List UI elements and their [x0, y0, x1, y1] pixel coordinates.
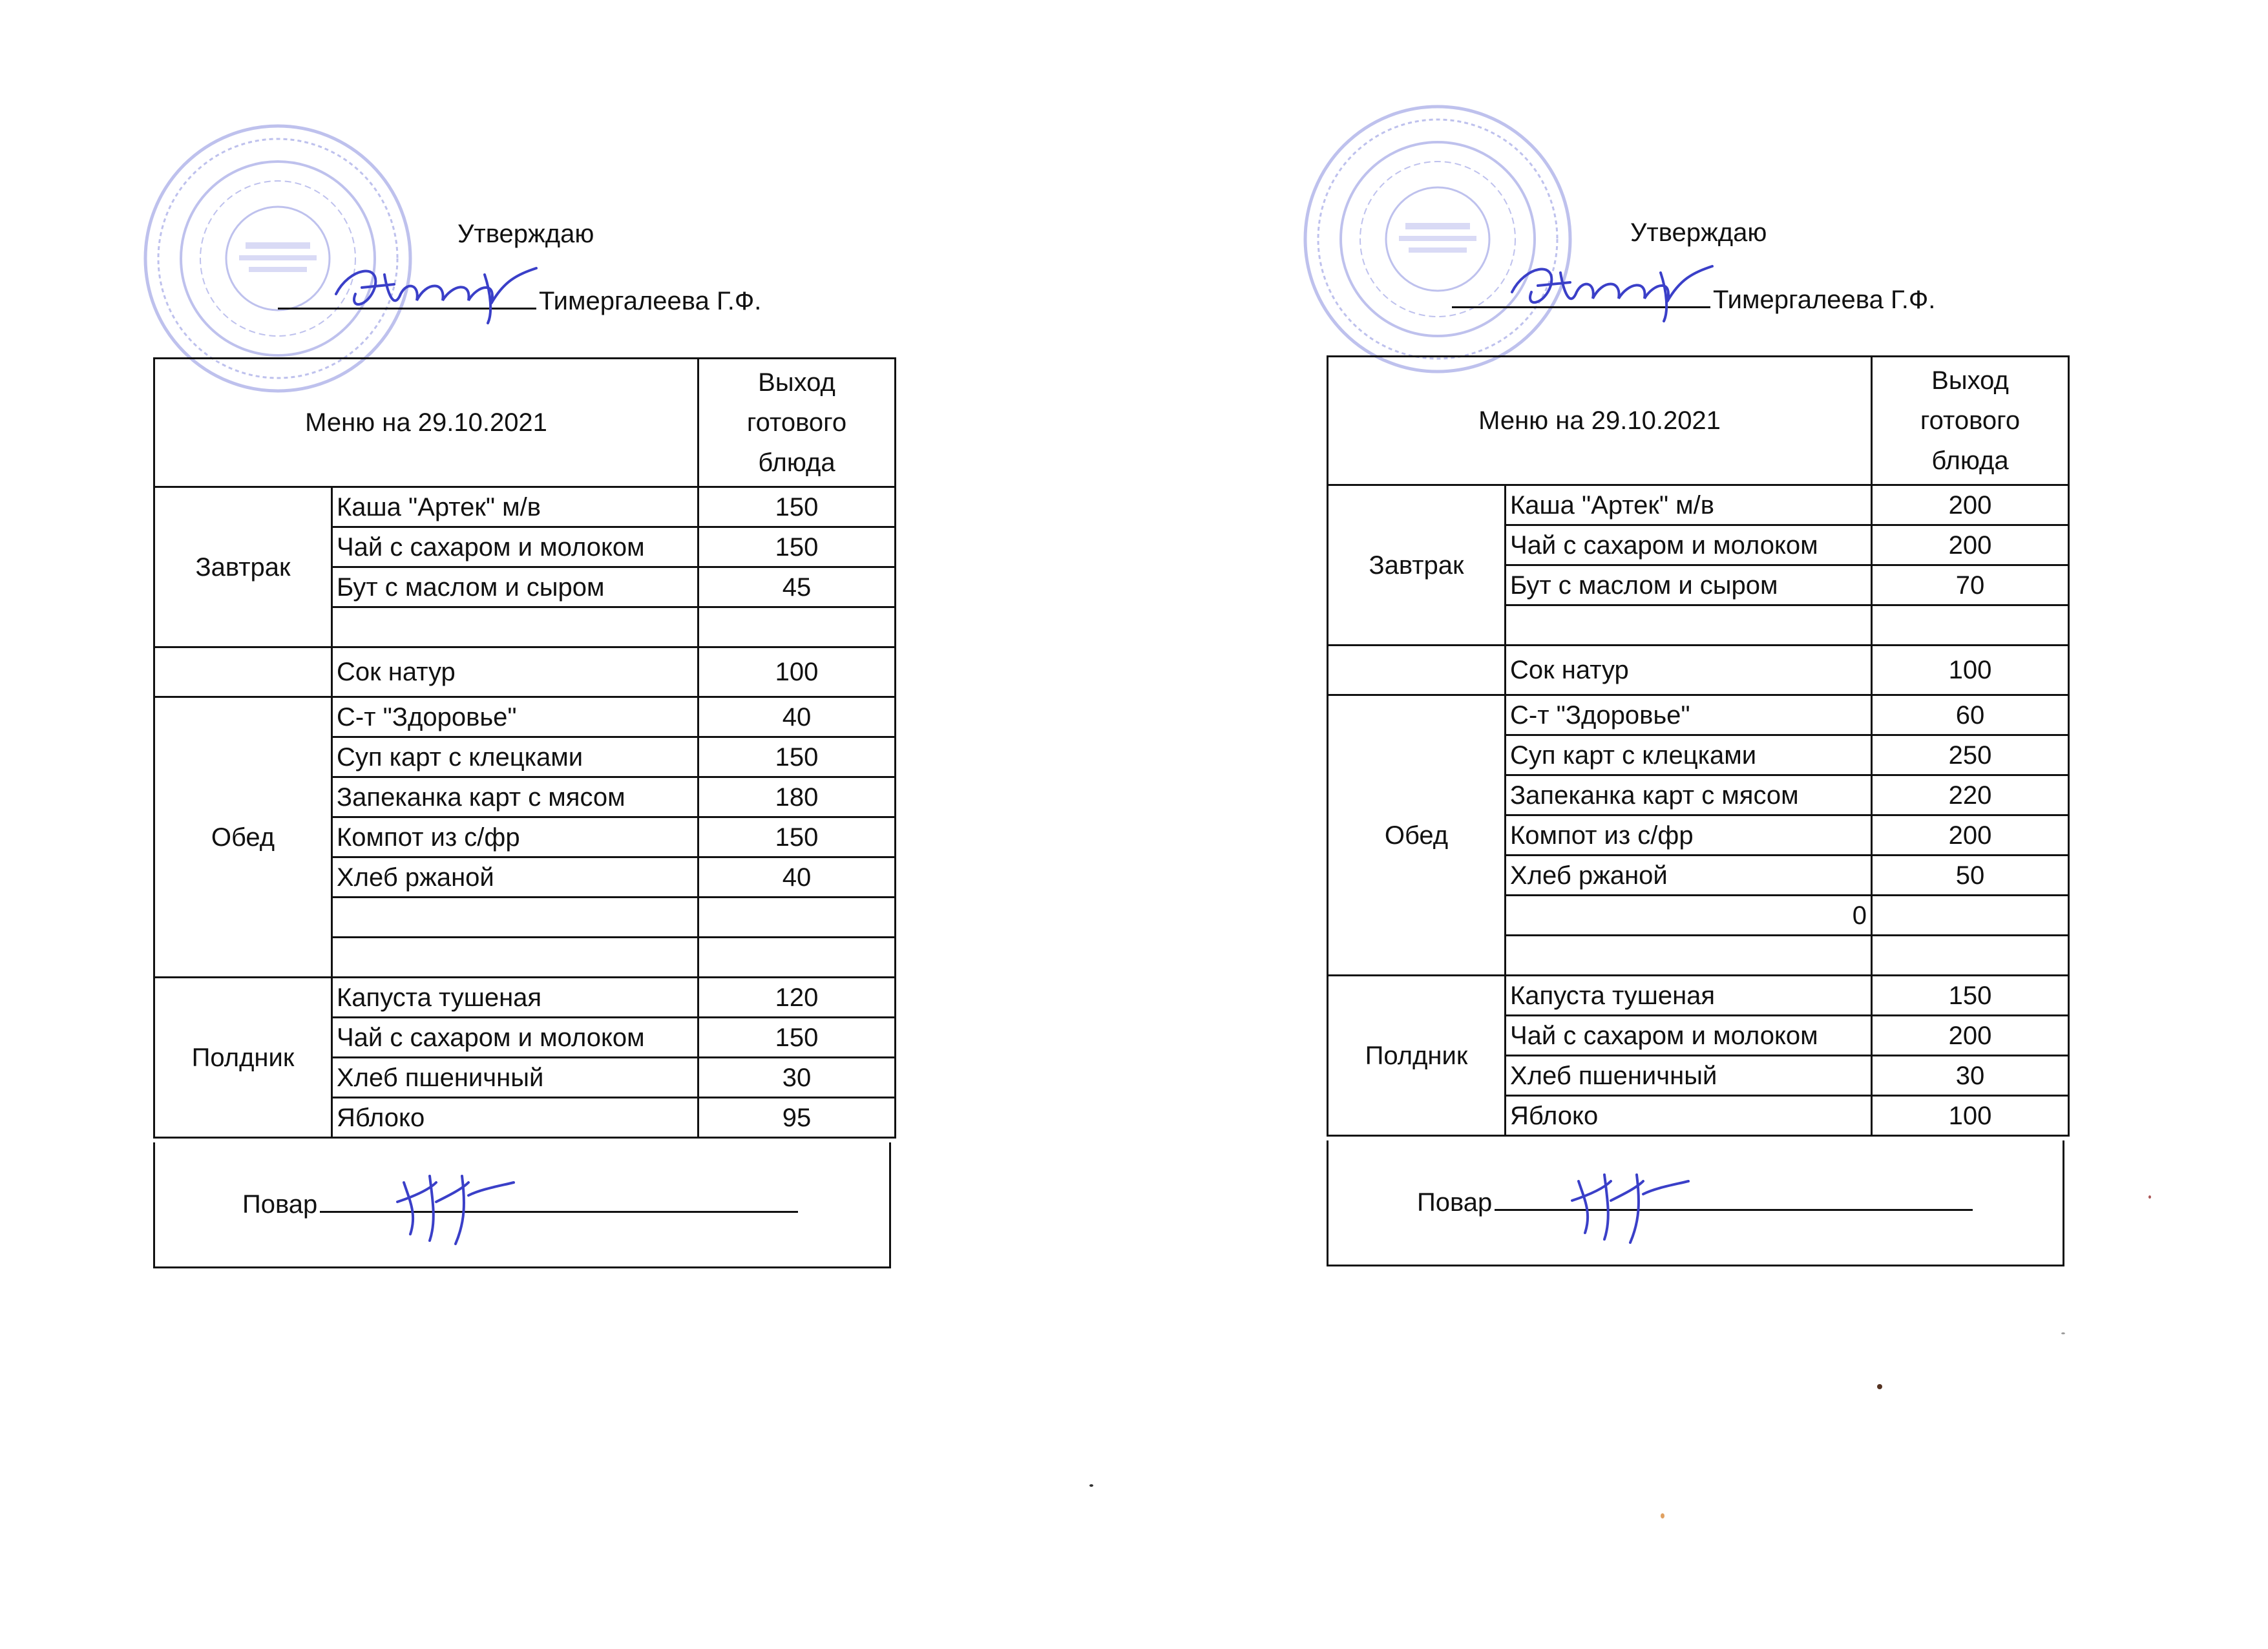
dish-cell: 0: [1506, 896, 1872, 936]
approver-name: Тимергалеева Г.Ф.: [539, 287, 762, 315]
cook-label: Повар: [1417, 1188, 1493, 1217]
output-cell: 150: [698, 737, 896, 777]
dish-cell: Капуста тушеная: [1506, 976, 1872, 1016]
approver-name: Тимергалеева Г.Ф.: [1713, 286, 1936, 314]
output-cell: 45: [698, 567, 896, 607]
output-header-line3: блюда: [758, 448, 835, 477]
output-cell: [698, 898, 896, 938]
dish-cell: Бут с маслом и сыром: [332, 567, 698, 607]
output-cell: 180: [698, 777, 896, 817]
scan-speck: [1089, 1484, 1093, 1487]
dish-cell: С-т "Здоровье": [332, 697, 698, 737]
dish-cell: Хлеб ржаной: [332, 857, 698, 898]
output-header-line3: блюда: [1931, 446, 2009, 475]
output-cell: 200: [1872, 525, 2069, 565]
output-cell: 70: [1872, 565, 2069, 605]
scan-speck: [2148, 1195, 2151, 1199]
output-header-line2: готового: [1920, 406, 2021, 435]
scan-speck: [1877, 1384, 1882, 1389]
dish-cell: Сок натур: [1506, 646, 1872, 695]
meal-snack: Полдник: [154, 978, 332, 1138]
output-cell: 250: [1872, 735, 2069, 775]
output-cell: 60: [1872, 695, 2069, 735]
cook-signature: [391, 1163, 520, 1247]
director-signature: [323, 255, 569, 326]
dish-cell: Хлеб пшеничный: [1506, 1056, 1872, 1096]
output-cell: 120: [698, 978, 896, 1018]
dish-cell: Чай с сахаром и молоком: [1506, 1016, 1872, 1056]
output-cell: [1872, 896, 2069, 936]
output-cell: 200: [1872, 815, 2069, 856]
output-cell: 100: [698, 647, 896, 697]
dish-cell: Запеканка карт с мясом: [332, 777, 698, 817]
output-cell: 30: [1872, 1056, 2069, 1096]
dish-cell: Чай с сахаром и молоком: [332, 527, 698, 567]
output-header: [698, 359, 896, 487]
table-row: [1328, 485, 2069, 525]
output-cell: 220: [1872, 775, 2069, 815]
output-cell: 200: [1872, 1016, 2069, 1056]
table-row: [154, 487, 896, 527]
meal-cell-empty: [154, 647, 332, 697]
approve-title: Утверждаю: [1630, 218, 1767, 247]
meal-breakfast: Завтрак: [154, 487, 332, 647]
table-row: [154, 697, 896, 737]
menu-table: [1327, 355, 2070, 1137]
approve-title: Утверждаю: [457, 220, 594, 248]
dish-cell: Хлеб ржаной: [1506, 856, 1872, 896]
scan-speck: [2061, 1332, 2065, 1334]
dish-cell: [1506, 605, 1872, 646]
dish-cell: Сок натур: [332, 647, 698, 697]
dish-cell: Чай с сахаром и молоком: [332, 1018, 698, 1058]
meal-lunch: Обед: [1328, 695, 1506, 976]
output-header-line2: готового: [746, 408, 847, 437]
table-row: [1328, 646, 2069, 695]
menu-date-header: Меню на 29.10.2021: [1328, 357, 1872, 485]
dish-cell: [332, 898, 698, 938]
menu-table: [153, 357, 896, 1139]
menu-date-header: Меню на 29.10.2021: [154, 359, 698, 487]
table-row: [1328, 695, 2069, 735]
dish-cell: Запеканка карт с мясом: [1506, 775, 1872, 815]
dish-cell: Бут с маслом и сыром: [1506, 565, 1872, 605]
output-cell: 30: [698, 1058, 896, 1098]
cook-label: Повар: [242, 1190, 318, 1219]
output-cell: 95: [698, 1098, 896, 1138]
dish-cell: [332, 938, 698, 978]
output-header-line1: Выход: [1931, 366, 2009, 395]
scan-speck: [1661, 1513, 1664, 1518]
output-cell: [698, 607, 896, 647]
table-row: [1328, 976, 2069, 1016]
output-cell: 200: [1872, 485, 2069, 525]
meal-lunch: Обед: [154, 697, 332, 978]
meal-cell-empty: [1328, 646, 1506, 695]
output-cell: 40: [698, 697, 896, 737]
meal-snack: Полдник: [1328, 976, 1506, 1136]
dish-cell: Яблоко: [332, 1098, 698, 1138]
dish-cell: Компот из с/фр: [1506, 815, 1872, 856]
output-cell: [698, 938, 896, 978]
cook-signature: [1566, 1162, 1695, 1246]
output-cell: 150: [698, 817, 896, 857]
table-row: [154, 647, 896, 697]
dish-cell: Компот из с/фр: [332, 817, 698, 857]
dish-cell: [1506, 936, 1872, 976]
menu-sheet-right: [1134, 0, 2268, 1649]
output-cell: [1872, 605, 2069, 646]
output-cell: 100: [1872, 646, 2069, 695]
output-cell: 100: [1872, 1096, 2069, 1136]
output-header-line1: Выход: [758, 368, 835, 397]
dish-cell: Капуста тушеная: [332, 978, 698, 1018]
output-cell: 150: [698, 487, 896, 527]
output-cell: 150: [698, 1018, 896, 1058]
dish-cell: Каша "Артек" м/в: [332, 487, 698, 527]
output-cell: 150: [698, 527, 896, 567]
table-row: [154, 978, 896, 1018]
director-signature: [1499, 253, 1745, 324]
dish-cell: Хлеб пшеничный: [332, 1058, 698, 1098]
dish-cell: Суп карт с клецками: [1506, 735, 1872, 775]
cook-line: [242, 1188, 798, 1219]
dish-cell: Чай с сахаром и молоком: [1506, 525, 1872, 565]
dish-cell: Каша "Артек" м/в: [1506, 485, 1872, 525]
dish-cell: [332, 607, 698, 647]
output-cell: [1872, 936, 2069, 976]
output-cell: 150: [1872, 976, 2069, 1016]
meal-breakfast: Завтрак: [1328, 485, 1506, 646]
output-cell: 40: [698, 857, 896, 898]
dish-cell: Яблоко: [1506, 1096, 1872, 1136]
dish-cell: С-т "Здоровье": [1506, 695, 1872, 735]
output-header: [1872, 357, 2069, 485]
cook-line: [1417, 1186, 1973, 1217]
dish-cell: Суп карт с клецками: [332, 737, 698, 777]
output-cell: 50: [1872, 856, 2069, 896]
stamp-seal: [1296, 97, 1580, 381]
